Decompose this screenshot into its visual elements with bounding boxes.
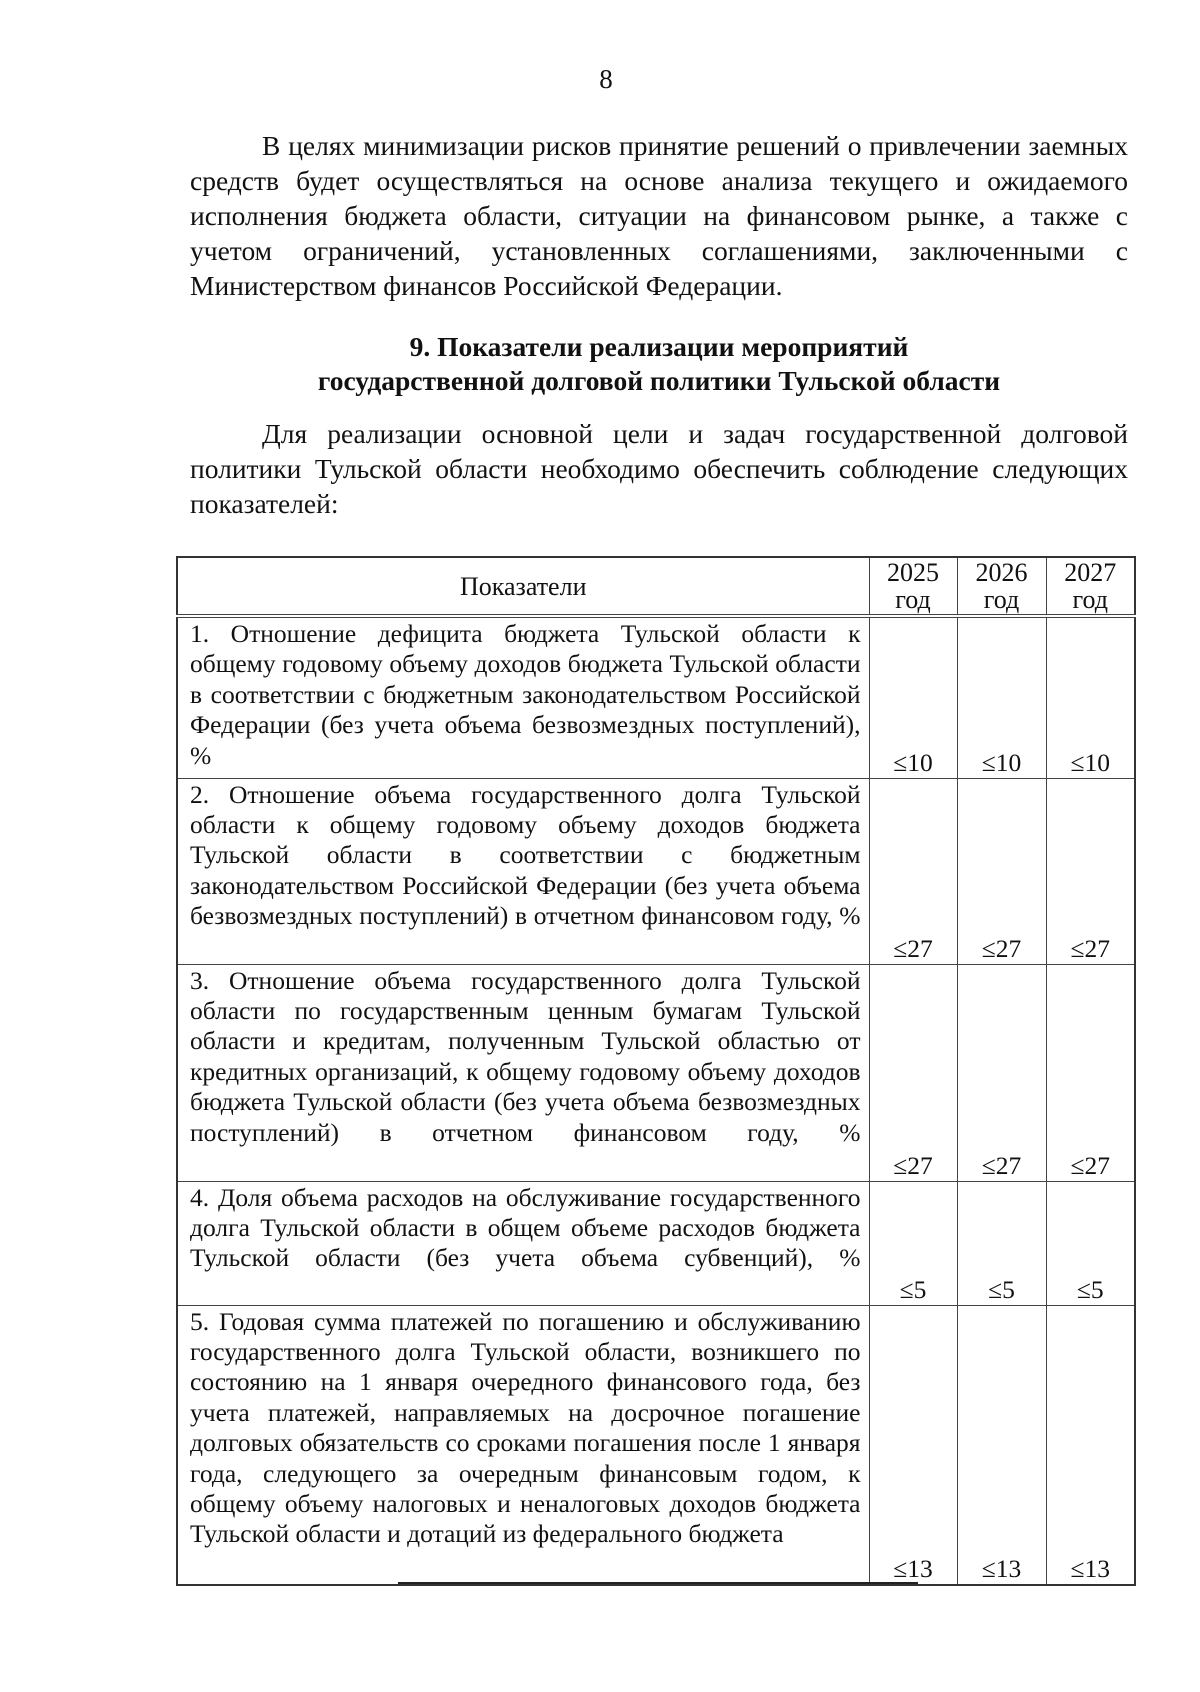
value-2025: ≤27 bbox=[869, 778, 957, 964]
value-2026: ≤27 bbox=[957, 778, 1046, 964]
table-row bbox=[177, 1305, 1135, 1585]
value-2026: ≤10 bbox=[957, 616, 1046, 778]
table-row bbox=[177, 1181, 1135, 1305]
value-2026: ≤13 bbox=[957, 1305, 1046, 1585]
header-year-2026: 2026 год bbox=[957, 557, 1046, 616]
indicator-text: 1. Отношение дефицита бюджета Тульской области к общему годовому объему доходов бюджета Тульской области в соответствии с бюджетным законодательством Российской Федерации (без учета объема безвозмездных поступлений), % bbox=[177, 616, 869, 778]
value-2027: ≤5 bbox=[1046, 1181, 1135, 1305]
table-header-row bbox=[177, 557, 1135, 616]
indicator-text: 3. Отношение объема государственного долга Тульской области по государственным ценным бумагам Тульской области и кредитам, полученным Тульской областью от кредитных организаций, к общему годовому объему доходов бюджета Тульской области (без учета объема безвозмездных поступлений) в отчетном финансовом году, % bbox=[177, 964, 869, 1181]
value-2025: ≤5 bbox=[869, 1181, 957, 1305]
section-heading-line-2: государственной долговой политики Тульской области bbox=[317, 365, 1001, 396]
indicator-text: 2. Отношение объема государственного долга Тульской области к общему годовому объему доходов бюджета Тульской области в соответствии с бюджетным законодательством Российской Федерации (без учета объема безвозмездных поступлений) в отчетном финансовом году, % bbox=[177, 778, 869, 964]
table-row bbox=[177, 616, 1135, 778]
page-number: 8 bbox=[599, 64, 613, 94]
value-2027: ≤10 bbox=[1046, 616, 1135, 778]
value-2027: ≤27 bbox=[1046, 778, 1135, 964]
header-indicators: Показатели bbox=[177, 557, 869, 616]
section-heading bbox=[190, 330, 1128, 398]
value-2025: ≤27 bbox=[869, 964, 957, 1181]
value-2027: ≤27 bbox=[1046, 964, 1135, 1181]
value-2025: ≤10 bbox=[869, 616, 957, 778]
closing-rule bbox=[398, 1582, 918, 1584]
table-row bbox=[177, 964, 1135, 1181]
value-2025: ≤13 bbox=[869, 1305, 957, 1585]
table-row bbox=[177, 778, 1135, 964]
indicators-table bbox=[176, 556, 1136, 1586]
indicators-intro-paragraph: Для реализации основной цели и задач государственной долговой политики Тульской области необходимо обеспечить соблюдение следующих показателей: bbox=[190, 418, 1128, 519]
section-heading-line-1: 9. Показатели реализации мероприятий bbox=[409, 331, 909, 362]
intro-paragraph: В целях минимизации рисков принятие решений о привлечении заемных средств будет осуществляться на основе анализа текущего и ожидаемого исполнения бюджета области, ситуации на финансовом рынке, а также с учетом ограничений, установленных соглашениями, заключенными с Министерством финансов Российской Федерации. bbox=[190, 130, 1128, 301]
value-2026: ≤5 bbox=[957, 1181, 1046, 1305]
value-2027: ≤13 bbox=[1046, 1305, 1135, 1585]
header-year-2025: 2025 год bbox=[869, 557, 957, 616]
header-year-2027: 2027 год bbox=[1046, 557, 1135, 616]
indicator-text: 5. Годовая сумма платежей по погашению и обслуживанию государственного долга Тульской области, возникшего по состоянию на 1 января очередного финансового года, без учета платежей, направляемых на досрочное погашение долговых обязательств со сроками погашения после 1 января года, следующего за очередным финансовым годом, к общему объему налоговых и неналоговых доходов бюджета Тульской области и дотаций из федерального бюджета bbox=[177, 1305, 869, 1585]
indicator-text: 4. Доля объема расходов на обслуживание государственного долга Тульской области в общем объеме расходов бюджета Тульской области (без учета объема субвенций), % bbox=[177, 1181, 869, 1305]
value-2026: ≤27 bbox=[957, 964, 1046, 1181]
